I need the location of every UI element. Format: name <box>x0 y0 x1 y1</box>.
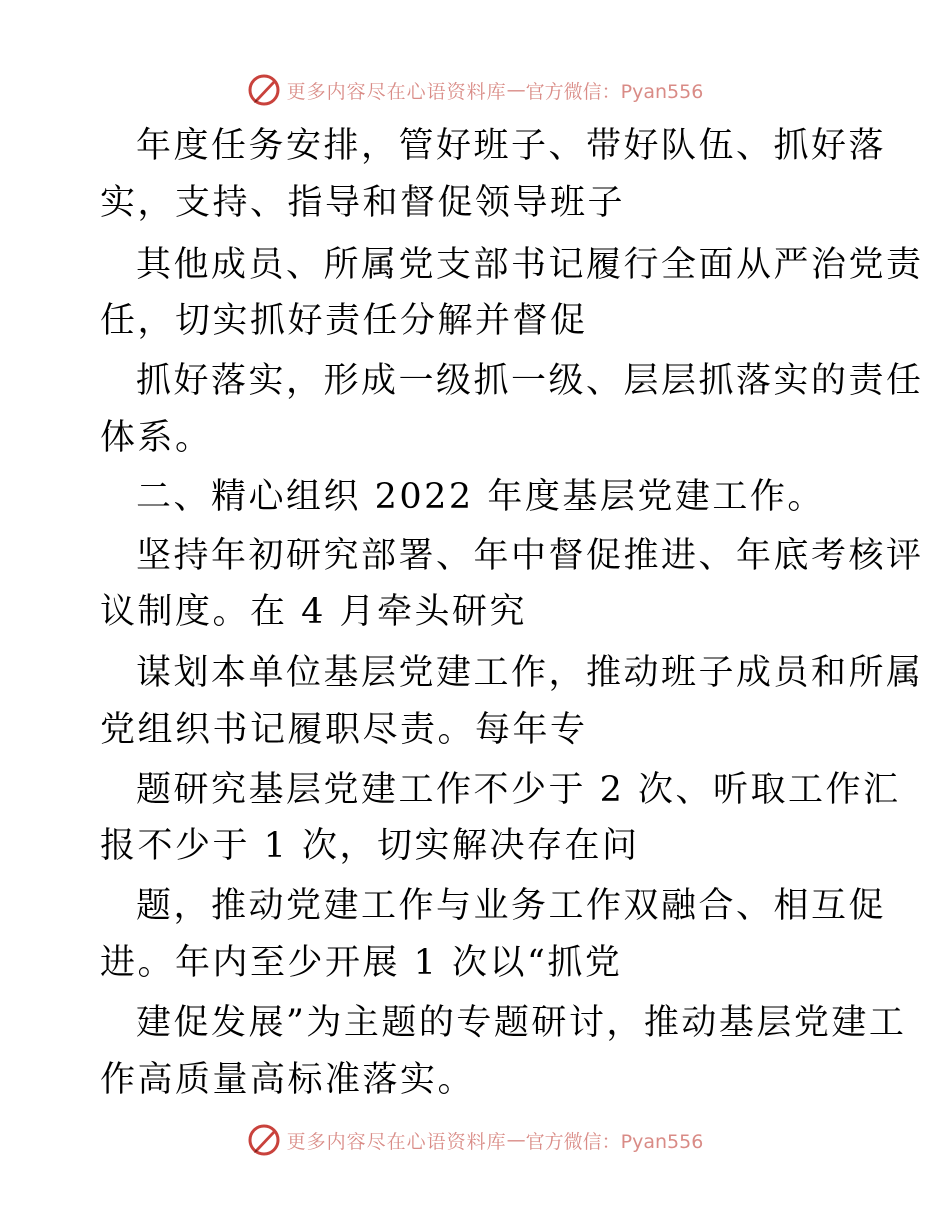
text-line: 其他成员、所属党支部书记履行全面从严治党责 <box>136 245 924 285</box>
text-line: 议制度。在 4 月牵头研究 <box>100 592 528 632</box>
text-line: 抓好落实，形成一级抓一级、层层抓落实的责任 <box>136 361 924 401</box>
text-line: 坚持年初研究部署、年中督促推进、年底考核评 <box>136 536 924 576</box>
text-line: 进。年内至少开展 1 次以“抓党 <box>100 943 623 983</box>
text-line: 作高质量高标准落实。 <box>100 1060 476 1100</box>
footer-contact: 官方微信：Pyan556 <box>525 1130 704 1153</box>
pen-logo-icon <box>247 73 281 107</box>
text-line: 题研究基层党建工作不少于 2 次、听取工作汇 <box>136 770 901 810</box>
header-separator: — <box>506 79 526 101</box>
text-line: 建促发展”为主题的专题研讨，推动基层党建工 <box>136 1003 907 1043</box>
pen-logo-icon <box>247 1123 281 1157</box>
footer-separator: — <box>506 1129 526 1151</box>
text-line: 年度任务安排，管好班子、带好队伍、抓好落 <box>136 126 887 166</box>
footer-site-name: 更多内容尽在心语资料库 <box>286 1130 507 1153</box>
footer-watermark <box>0 1120 950 1160</box>
text-line: 谋划本单位基层党建工作，推动班子成员和所属 <box>136 653 924 693</box>
text-line: 党组织书记履职尽责。每年专 <box>100 710 588 750</box>
header-watermark <box>0 70 950 110</box>
text-line: 体系。 <box>100 418 213 458</box>
text-line: 实，支持、指导和督促领导班子 <box>100 183 626 223</box>
text-line: 题，推动党建工作与业务工作双融合、相互促 <box>136 886 887 926</box>
text-line: 任，切实抓好责任分解并督促 <box>100 301 588 341</box>
text-line: 二、精心组织 2022 年度基层党建工作。 <box>136 477 825 517</box>
header-site-name: 更多内容尽在心语资料库 <box>286 80 507 103</box>
header-contact: 官方微信：Pyan556 <box>525 80 704 103</box>
text-line: 报不少于 1 次，切实解决存在问 <box>100 826 640 866</box>
